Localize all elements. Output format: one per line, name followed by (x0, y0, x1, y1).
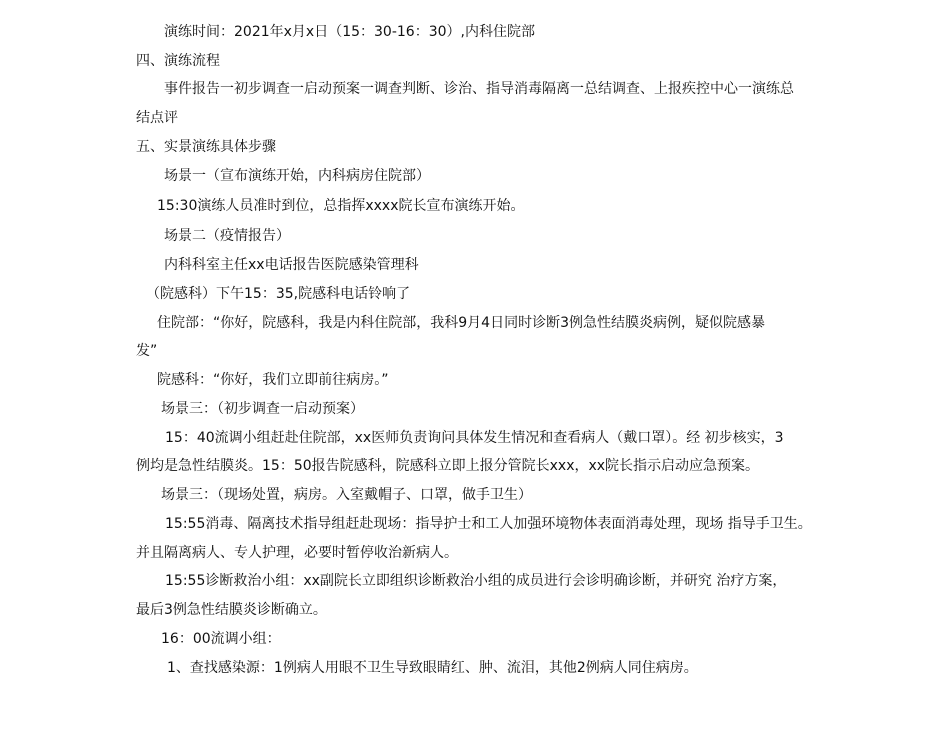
process-line-1: 事件报告一初步调查一启动预案一调查判断、诊治、指导消毒隔离一总结调查、上报疾控中心一演练总 (164, 81, 794, 97)
dialog-line-1: 住院部：“你好，院感科，我是内科住院部，我科9月4日同时诊断3例急性结膜炎病例，疑似院感暴 (157, 315, 765, 331)
scene-1-heading: 场景一（宣布演练开始，内科病房住院部） (164, 168, 430, 184)
scene-3b-text-3: 15:55诊断救治小组：xx副院长立即组织诊断救治小组的成员进行会诊明确诊断，并研究 治疗方案， (165, 573, 787, 589)
scene-3b-text-1: 15:55消毒、隔离技术指导组赶赴现场：指导护士和工人加强环境物体表面消毒处理，现场 指导手卫生。 (165, 516, 812, 532)
scene-3b-text-4: 最后3例急性结膜炎诊断确立。 (136, 602, 327, 618)
scene-1-text: 15:30演练人员准时到位，总指挥xxxx院长宣布演练开始。 (157, 198, 525, 214)
scene-3a-text-2: 例均是急性结膜炎。15：50报告院感科，院感科立即上报分管院长xxx，xx院长指示启动应急预案。 (136, 458, 760, 474)
process-line-2: 结点评 (136, 110, 178, 126)
scene-3-heading-a: 场景三：（初步调查一启动预案） (161, 401, 364, 417)
drill-time-line: 演练时间：2021年x月x日（15：30-16：30）,内科住院部 (164, 24, 535, 40)
epi-group-heading: 16：00流调小组： (161, 631, 281, 647)
scene-3-heading-b: 场景三：（现场处置，病房。入室戴帽子、口罩，做手卫生） (161, 487, 532, 503)
scene-2-text-2: （院感科）下午15：35,院感科电话铃响了 (146, 286, 411, 302)
section-heading-5: 五、实景演练具体步骤 (136, 139, 276, 155)
dialog-line-3: 院感科：“你好，我们立即前往病房。” (157, 372, 389, 388)
dialog-line-2: 发” (136, 343, 158, 359)
scene-3a-text-1: 15：40流调小组赶赴住院部，xx医师负责询问具体发生情况和查看病人（戴口罩）。经 初步核实，3 (165, 430, 784, 446)
section-heading-4: 四、演练流程 (136, 53, 220, 69)
infection-source-line: 1、查找感染源：1例病人用眼不卫生导致眼睛红、肿、流泪，其他2例病人同住病房。 (167, 660, 698, 676)
scene-3b-text-2: 并且隔离病人、专人护理，必要时暂停收治新病人。 (136, 545, 458, 561)
scene-2-text-1: 内科科室主任xx电话报告医院感染管理科 (164, 257, 419, 273)
scene-2-heading: 场景二（疫情报告） (164, 228, 290, 244)
